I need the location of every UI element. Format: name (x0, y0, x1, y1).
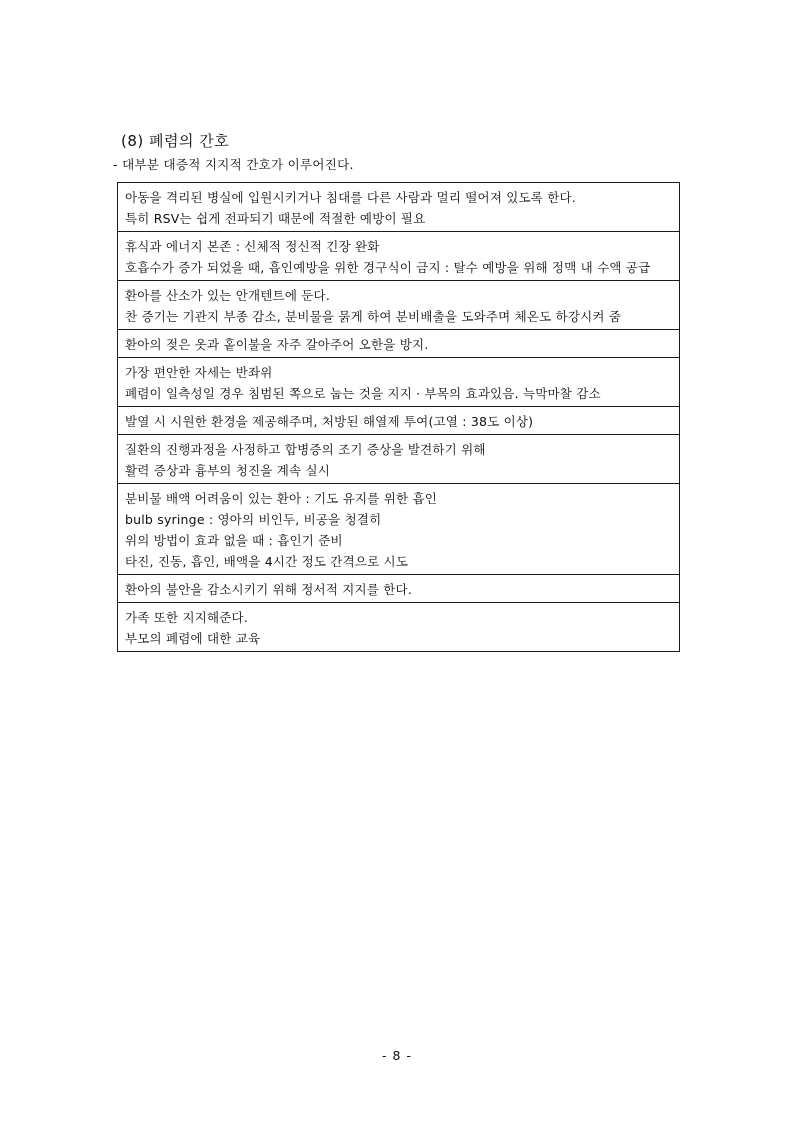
intro-text: - 대부분 대증적 지지적 간호가 이루어진다. (113, 157, 354, 172)
table-row (118, 358, 680, 407)
table-cell (118, 183, 680, 232)
table-cell (118, 358, 680, 407)
cell-line: 질환의 진행과정을 사정하고 합병증의 조기 증상을 발견하기 위해 (125, 442, 486, 457)
cell-line: 휴식과 에너지 본존 : 신체적 정신적 긴장 완화 (125, 239, 380, 254)
cell-line: 호흡수가 증가 되었을 때, 흡인예방을 위한 경구식이 금지 : 탈수 예방을 위해 정맥 내 수액 공급 (125, 260, 651, 275)
cell-line: 가장 편안한 자세는 반좌위 (125, 365, 273, 380)
cell-line: 위의 방법이 효과 없을 때 : 흡인기 준비 (125, 533, 343, 548)
cell-line: 활력 증상과 흉부의 청진을 계속 실시 (125, 463, 330, 478)
table-cell (118, 603, 680, 652)
table-cell (118, 575, 680, 603)
cell-line: 찬 증기는 기관지 부종 감소, 분비물을 묽게 하여 분비배출을 도와주며 체온도 하강시켜 줌 (125, 309, 622, 324)
cell-line: 특히 RSV는 쉽게 전파되기 때문에 적절한 예방이 필요 (125, 211, 426, 226)
table-row (118, 435, 680, 484)
table-cell (118, 407, 680, 435)
table-row (118, 484, 680, 575)
cell-line: bulb syringe : 영아의 비인두, 비공을 청결히 (125, 512, 382, 527)
table-row (118, 183, 680, 232)
section-title: (8) 폐렴의 간호 (121, 132, 230, 150)
table-cell (118, 484, 680, 575)
table-row (118, 407, 680, 435)
table-row (118, 281, 680, 330)
table-row (118, 575, 680, 603)
cell-line: 환아의 불안을 감소시키기 위해 정서적 지지를 한다. (125, 582, 412, 597)
cell-line: 환아의 젖은 옷과 홑이불을 자주 갈아주어 오한을 방지. (125, 337, 429, 352)
cell-line: 가족 또한 지지해준다. (125, 610, 248, 625)
table-row (118, 330, 680, 358)
cell-line: 폐렴이 일측성일 경우 침범된 쪽으로 눕는 것을 지지 · 부목의 효과있음. 늑막마찰 감소 (125, 386, 601, 401)
table-row (118, 603, 680, 652)
cell-line: 아동을 격리된 병실에 입원시키거나 침대를 다른 사람과 멀리 떨어져 있도록 한다. (125, 190, 576, 205)
nursing-care-table-body (118, 183, 680, 652)
nursing-care-table (117, 182, 680, 652)
cell-line: 환아를 산소가 있는 안개텐트에 둔다. (125, 288, 330, 303)
cell-line: 발열 시 시원한 환경을 제공해주며, 처방된 해열제 투여(고열 : 38도 이상) (125, 414, 534, 429)
page-number: - 8 - (382, 1048, 412, 1063)
table-row (118, 232, 680, 281)
cell-line: 타진, 진동, 흡인, 배액을 4시간 정도 간격으로 시도 (125, 554, 409, 569)
table-cell (118, 330, 680, 358)
table-cell (118, 281, 680, 330)
cell-line: 분비물 배액 어려움이 있는 환아 : 기도 유지를 위한 흡인 (125, 491, 438, 506)
table-cell (118, 435, 680, 484)
table-cell (118, 232, 680, 281)
cell-line: 부모의 폐렴에 대한 교육 (125, 631, 261, 646)
